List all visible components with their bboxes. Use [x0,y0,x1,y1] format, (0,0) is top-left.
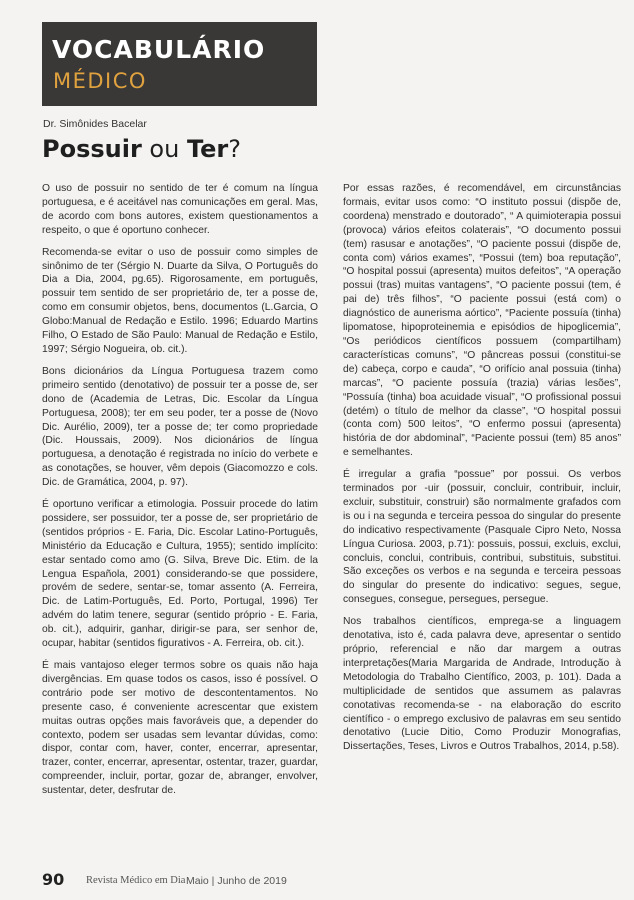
title-word-ter: Ter [186,135,229,163]
title-word-ou: ou [141,135,187,163]
page-number: 90 [42,870,65,889]
article-title [42,134,241,164]
article-author: Dr. Simônides Bacelar [43,118,147,130]
paragraph: Por essas razões, é recomendável, em circunstâncias formais, evitar usos como: “O instituto possui (dispõe de, coordena) menstrado e doutorado”, “ A quimioterapia possui (provoca) vários efeitos colaterais”, “O documento possui (tem) rasusar e anotações”, “O paciente possui (dispõe de, conta com) vários exames”, “Possui (tem) boa reputação”, “O hospital possui (apresenta) muitos defeitos”, “A operação possui (tras) muitas vantagens”, “O paciente possui (tem, é pai de) três filhos”, “O paciente possui (está com) o diagnóstico de aunerisma aórtico”, “Paciente possuía (tinha) lipomatose, hipoproteinemia e episódios de hipoglicemia”, “Os periódicos científicos possuem (compartilham) características comuns”, “O pâncreas possui (constitui-se de) cabeça, corpo e cauda”, “O orifício anal possuia (tinha) marcas”, “O paciente possuía (trazia) várias lesões”, “Possuía (tinha) boa acuidade visual”, “O profissional possui (detém) o título de melhor da classe”, “O hospital possui (conta com) 500 leitos”, “O enfermo possui (apresenta) história de dor abdominal”, “Paciente possui (tem) 85 anos” e semelhantes. [343,183,621,459]
left-column [42,182,318,806]
section-subtitle: MÉDICO [53,69,147,93]
magazine-name: Revista Médico em Dia [86,875,186,886]
paragraph: Nos trabalhos científicos, emprega-se a linguagem denotativa, isto é, cada palavra deve, apresentar o sentido próprio, referencial e não dar margem a outras interpretações(Maria Margarida de Andrade, Introdução à Metodologia do Trabalho Científico, 2003, p. 101). Dada a multiplicidade de sentidos que assumem as palavras conotativas recomenda-se - na elaboração do escrito científico - o emprego exclusivo de palavras em seu sentido denotativo (Lucie Ditio, Como Produzir Monografias, Dissertações, Teses, Livros e Outros Trabalhos, 2014, p.58). [343,616,621,753]
paragraph: Recomenda-se evitar o uso de possuir como simples de sinônimo de ter (Sérgio N. Duarte da Silva, O Português do Dia a Dia, 2004, pg.65). Rigorosamente, em português, possuir tem sentido de ser proprietário de, ter a posse de, como em consumir objetos, bens, documentos (L.Garcia, O Globo:Manual de Redação e Estilo. 1996; Eduardo Martins Filho, O Estado de São Paulo: Manual de Redação e Estilo, 1997; Sérgio Nogueira, ob. cit.). [42,246,318,355]
right-column [343,182,621,762]
section-title: VOCABULÁRIO [52,35,266,64]
paragraph: É mais vantajoso eleger termos sobre os quais não haja divergências. Em quase todos os casos, isso é possível. O contrário pode ser motivo de descontentamentos. No presente caso, é conveniente acrescentar que existem muitas outras opções mais favoráveis que, a depender do contexto, podem ser usadas sem levantar dúvidas, como: dispor, contar com, haver, conter, encerrar, apresentar, trazer, conter, encerrar, apresentar, ostentar, trazer, guardar, compreender, incluir, portar, gozar de, abranger, envolver, sustentar, deter, desfrutar de. [42,660,318,797]
title-question-mark: ? [228,135,241,163]
paragraph: O uso de possuir no sentido de ter é comum na língua portuguesa, e é aceitável nas comunicações em geral. Mas, de acordo com bons autores, existem questionamentos a respeito, o que é oportuno conhecer. [42,183,318,236]
title-word-possuir: Possuir [42,135,142,163]
paragraph: É oportuno verificar a etimologia. Possuir procede do latim possidere, ser possuidor, ter a posse de, ser proprietário de (sentidos próprios - E. Faria, Dic. Escolar Latino-Português, Ministério da Educação e Cultura, 1955); sentido implícito: estar sentado como amo (G. Silva, Breve Dic. Etim. de la Lengua Española, 2001) considerando-se que possidere, provém de sedere, sentar-se, tomar assento (A. Ferreira, Dic. de Latim-Português, Ed. Porto, Portugal, 1996) Ter advém do latim tenere, segurar (sentido próprio - E. Faria, ob. cit.), adquirir, ganhar, dirigir-se para, ser senhor de, ocupar, habitar (sentidos figurativos - A. Ferreira, ob. cit.). [42,499,318,650]
paragraph: É irregular a grafia “possue” por possui. Os verbos terminados por -uir (possuir, concluir, contribuir, incluir, excluir, substituir, construir) são normalmente grafados com is ou i na segunda e terceira pessoa do singular do presente do indicativo respectivamente (Pasquale Cipro Neto, Nossa Língua Curiosa. 2003, p.71): possuis, possui, excluis, exclui, concluis, conclui, contribuis, contribui, substituis, substitui. São exceções os verbos e na segunda e terceira pessoas do singular do presente do indicativo: segues, segue, consegues, consegue, persegues, persegue. [343,469,621,606]
issue-date: Maio | Junho de 2019 [186,875,287,887]
paragraph: Bons dicionários da Língua Portuguesa trazem como primeiro sentido (denotativo) de possuir ter a posse de, ser dono de (Academia de Letras, Dic. Escolar da Língua Portuguesa, 2008); ter em seu poder, ter a posse de (Novo Dic. Aurélio, 2009), ter a posse de; ter como propriedade (Dic. Houssais, 2009). Nos dicionários de língua portuguesa, a denotação é registrada no início do verbete e as conotações, se houver, vêm depois (Giacomozzo e cols. Dic. de Gramática, 2004, p. 97). [42,365,318,489]
